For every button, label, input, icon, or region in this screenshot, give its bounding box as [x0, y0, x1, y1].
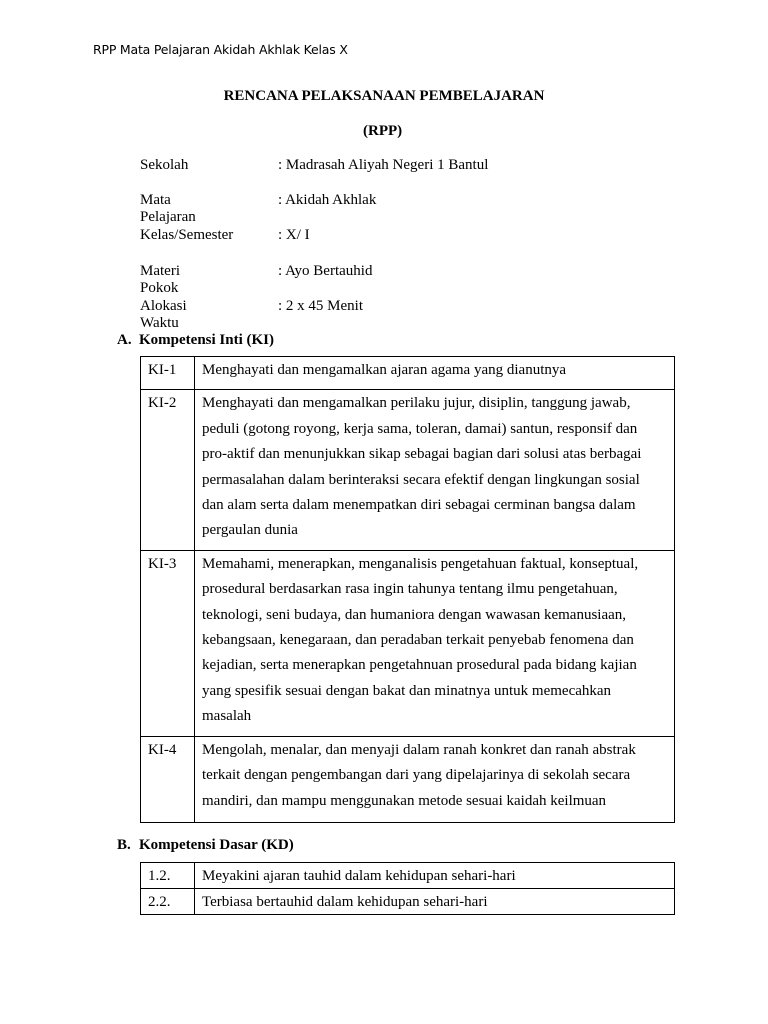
text-line: peduli (gotong royong, kerja sama, toleran, damai) santun, responsif dan	[202, 420, 638, 437]
ki-description	[195, 390, 675, 550]
text-line: permasalahan dalam berinteraksi secara efektif dengan lingkungan sosial	[202, 471, 640, 488]
identity-label: Alokasi Waktu	[140, 297, 187, 331]
text-line: Mengolah, menalar, dan menyaji dalam ranah konkret dan ranah abstrak	[202, 741, 636, 758]
identity-value: : X/ I	[278, 227, 310, 244]
identity-value: : Madrasah Aliyah Negeri 1 Bantul	[278, 157, 489, 173]
text-line: Menghayati dan mengamalkan perilaku jujur, disiplin, tanggung jawab,	[202, 395, 631, 412]
ki-code: KI-2	[141, 390, 195, 550]
text-line: dan alam serta dalam menempatkan diri sebagai cerminan bangsa dalam	[202, 497, 636, 514]
kd-code: 2.2.	[141, 889, 195, 915]
table-row	[141, 357, 675, 390]
ki-code: KI-1	[141, 357, 195, 390]
table-row	[141, 863, 675, 889]
kd-code: 1.2.	[141, 863, 195, 889]
kd-description: Terbiasa bertauhid dalam kehidupan sehari-hari	[195, 889, 675, 915]
text-line: kejadian, serta menerapkan pengetahnuan prosedural pada bidang kajian	[202, 657, 637, 674]
section-letter: A.	[117, 332, 132, 348]
section-letter: B.	[117, 837, 131, 853]
text-line: pro-aktif dan menunjukkan sikap sebagai bagian dari solusi atas berbagai	[202, 446, 642, 463]
text-line: yang spesifik sesuai dengan bakat dan minatnya untuk memecahkan	[202, 682, 612, 699]
text-line: pergaulan dunia	[202, 522, 298, 539]
text-line: teknologi, seni budaya, dan humaniora dengan wawasan kemanusiaan,	[202, 606, 627, 623]
section-b-heading	[117, 837, 294, 854]
document-title: RENCANA PELAKSANAAN PEMBELAJARAN	[223, 88, 545, 104]
table-row	[141, 889, 675, 915]
section-title: Kompetensi Dasar (KD)	[139, 837, 294, 853]
identity-label: Materi Pokok	[140, 262, 180, 296]
text-line: Menghayati dan mengamalkan ajaran agama yang dianutnya	[202, 362, 567, 378]
ki-code: KI-4	[141, 736, 195, 822]
text-line: prosedural berdasarkan rasa ingin tahunya tentang ilmu pengetahuan,	[202, 581, 618, 598]
identity-value: : Akidah Akhlak	[278, 192, 377, 209]
document-subtitle-text: (RPP)	[363, 123, 403, 139]
identity-label: Kelas/Semester	[140, 227, 234, 244]
identity-label: Mata Pelajaran	[140, 192, 196, 226]
text-line: mandiri, dan mampu menggunakan metode sesuai kaidah keilmuan	[202, 792, 607, 809]
identity-label: Sekolah	[140, 157, 189, 173]
text-line: masalah	[202, 708, 252, 725]
table-row	[141, 550, 675, 736]
ki-description	[195, 550, 675, 736]
identity-value: : 2 x 45 Menit	[278, 297, 363, 314]
table-row	[141, 390, 675, 550]
section-title: Kompetensi Inti (KI)	[139, 332, 274, 348]
ki-table	[140, 356, 675, 823]
running-header: RPP Mata Pelajaran Akidah Akhlak Kelas X	[93, 42, 348, 57]
identity-value: : Ayo Bertauhid	[278, 262, 373, 279]
ki-description	[195, 357, 675, 390]
kd-table	[140, 862, 675, 915]
ki-code: KI-3	[141, 550, 195, 736]
text-line: Memahami, menerapkan, menganalisis pengetahuan faktual, konseptual,	[202, 555, 639, 572]
text-line: kebangsaan, kenegaraan, dan peradaban terkait penyebab fenomena dan	[202, 632, 634, 649]
table-row	[141, 736, 675, 822]
section-a-heading	[117, 332, 274, 349]
ki-description	[195, 736, 675, 822]
kd-description: Meyakini ajaran tauhid dalam kehidupan sehari-hari	[195, 863, 675, 889]
text-line: terkait dengan pengembangan dari yang dipelajarinya di sekolah secara	[202, 767, 631, 784]
